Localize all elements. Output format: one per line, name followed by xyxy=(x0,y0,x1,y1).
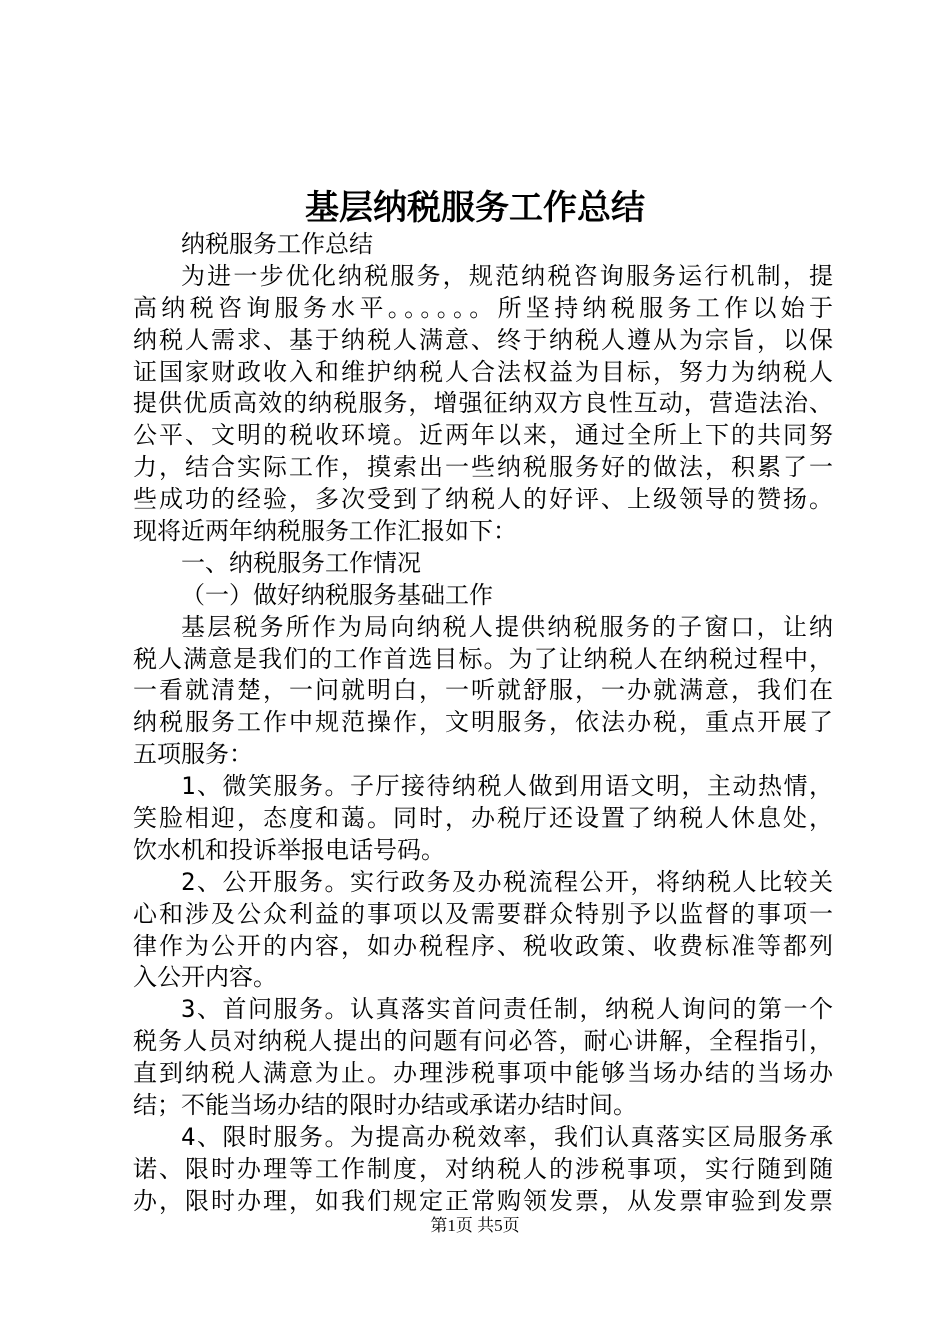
page-footer: 第1页 共5页 xyxy=(430,1216,520,1235)
document-body xyxy=(133,229,833,1218)
list-item-line: 税务人员对纳税人提出的问题有问必答，耐心讲解，全程指引， xyxy=(133,1027,833,1056)
list-item-line: 笑脸相迎，态度和蔼。同时，办税厅还设置了纳税人休息处， xyxy=(133,804,833,833)
list-item-line: 入公开内容。 xyxy=(133,963,277,992)
paragraph-line: 提供优质高效的纳税服务，增强征纳双方良性互动，营造法治、 xyxy=(133,389,833,418)
paragraph-line: 高纳税咨询服务水平。。。。。。所坚持纳税服务工作以始于 xyxy=(133,293,833,322)
list-item-line: 4、限时服务。为提高办税效率，我们认真落实区局服务承 xyxy=(181,1122,833,1151)
list-item-line: 3、首问服务。认真落实首问责任制，纳税人询问的第一个 xyxy=(181,995,833,1024)
list-item-line: 2、公开服务。实行政务及办税流程公开，将纳税人比较关 xyxy=(181,867,833,896)
paragraph-line: 一看就清楚，一问就明白，一听就舒服，一办就满意，我们在 xyxy=(133,676,833,705)
paragraph-line: 些成功的经验，多次受到了纳税人的好评、上级领导的赞扬。 xyxy=(133,485,833,514)
list-item-line: 诺、限时办理等工作制度，对纳税人的涉税事项，实行随到随 xyxy=(133,1154,833,1183)
subsection-heading: （一）做好纳税服务基础工作 xyxy=(181,580,493,609)
paragraph-line: 公平、文明的税收环境。近两年以来，通过全所上下的共同努 xyxy=(133,421,833,450)
list-item-line: 结；不能当场办结的限时办结或承诺办结时间。 xyxy=(133,1091,637,1120)
paragraph-line: 五项服务： xyxy=(133,740,253,769)
paragraph-line: 证国家财政收入和维护纳税人合法权益为目标，努力为纳税人 xyxy=(133,357,833,386)
document-title: 基层纳税服务工作总结 xyxy=(305,188,645,228)
paragraph-line: 基层税务所作为局向纳税人提供纳税服务的子窗口，让纳 xyxy=(181,612,833,641)
subtitle-line: 纳税服务工作总结 xyxy=(181,230,373,258)
paragraph-line: 税人满意是我们的工作首选目标。为了让纳税人在纳税过程中， xyxy=(133,644,833,673)
paragraph-line: 现将近两年纳税服务工作汇报如下： xyxy=(133,517,517,546)
list-item-line: 办，限时办理，如我们规定正常购领发票，从发票审验到发票 xyxy=(133,1186,833,1215)
list-item-line: 律作为公开的内容，如办税程序、税收政策、收费标准等都列 xyxy=(133,931,833,960)
paragraph-line: 为进一步优化纳税服务，规范纳税咨询服务运行机制，提 xyxy=(181,261,833,290)
list-item-line: 直到纳税人满意为止。办理涉税事项中能够当场办结的当场办 xyxy=(133,1059,833,1088)
paragraph-line: 力，结合实际工作，摸索出一些纳税服务好的做法，积累了一 xyxy=(133,453,833,482)
section-heading: 一、纳税服务工作情况 xyxy=(181,548,421,577)
paragraph-line: 纳税人需求、基于纳税人满意、终于纳税人遵从为宗旨，以保 xyxy=(133,325,833,354)
paragraph-line: 纳税服务工作中规范操作，文明服务，依法办税，重点开展了 xyxy=(133,708,833,737)
list-item-line: 心和涉及公众利益的事项以及需要群众特别予以监督的事项一 xyxy=(133,899,833,928)
list-item-line: 1、微笑服务。子厅接待纳税人做到用语文明，主动热情， xyxy=(181,772,833,801)
list-item-line: 饮水机和投诉举报电话号码。 xyxy=(133,835,445,864)
